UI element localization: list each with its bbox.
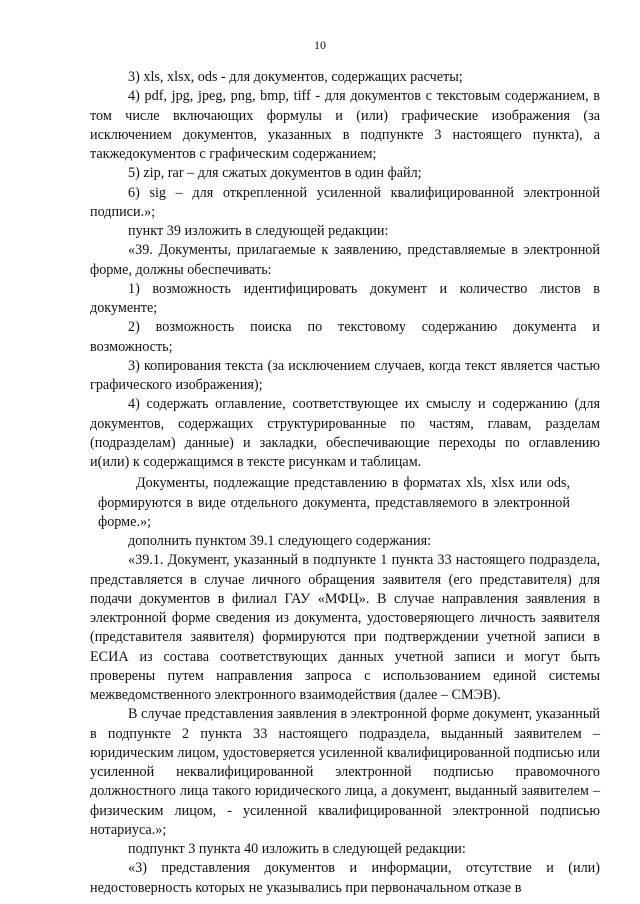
page-number: 10 xyxy=(314,38,326,52)
paragraph-amend-39: пункт 39 изложить в следующей редакции: xyxy=(128,223,389,239)
paragraph-formats-xls: 3) xls, xlsx, ods - для документов, содержащих расчеты; xyxy=(128,69,463,85)
paragraph-add-39-1: дополнить пунктом 39.1 следующего содержания: xyxy=(128,533,432,549)
paragraph-amend-40-3: подпункт 3 пункта 40 изложить в следующей редакции: xyxy=(128,841,466,857)
paragraph-formats-sig: 6) sig – для открепленной усиленной квалифицированной электронной подписи.»; xyxy=(90,184,600,220)
paragraph-formats-pdf: 4) pdf, jpg, jpeg, png, bmp, tiff - для документов с текстовым содержанием, в том числе включающих формулы и (или) графические изображения (за исключением документов, указанных в подпункте 3 настоящего пункта), а такжедокументов с графическим содержанием; xyxy=(90,88,600,162)
paragraph-39-item-1: 1) возможность идентифицировать документ и количество листов в документе; xyxy=(90,280,600,316)
paragraph-39-1-text: «39.1. Документ, указанный в подпункте 1 пункта 33 настоящего подраздела, представляется в случае личного обращения заявителя (его представителя) для подачи документов в филиал ГАУ «МФЦ». В случае направления заявления в электронной форме сведения из документа, удостоверяющего личность заявителя (представителя заявителя) формируются при подтверждении учетной записи в ЕСИА из состава соответствующих данных учетной записи и могут быть проверены путем направления запроса с использованием единой системы межведомственного электронного взаимодействия (далее – СМЭВ). xyxy=(90,552,600,703)
paragraph-39-intro: «39. Документы, прилагаемые к заявлению, представляемые в электронной форме, должны обеспечивать: xyxy=(90,242,600,278)
paragraph-39-item-3: 3) копирования текста (за исключением случаев, когда текст является частью графического изображения); xyxy=(90,357,600,393)
paragraph-39-1-electronic: В случае представления заявления в электронной форме документ, указанный в подпункте 2 пункта 33 настоящего подраздела, выданный заявителем – юридическим лицом, удостоверяется усиленной квалифицированной подписью или усиленной неквалифицированной электронной подписью правомочного должностного лица такого юридического лица, а документ, выданный заявителем – физическим лицом, - усиленной квалифицированной электронной подписью нотариуса.»; xyxy=(90,706,600,838)
paragraph-formats-zip: 5) zip, rar – для сжатых документов в один файл; xyxy=(128,165,422,182)
paragraph-40-3-text: «3) представления документов и информации, отсутствие и (или) недостоверность которых не указывались при первоначальном отказе в xyxy=(90,860,600,896)
paragraph-39-item-2: 2) возможность поиска по текстовому содержанию документа и возможность; xyxy=(90,319,600,355)
paragraph-39-spreadsheets: Документы, подлежащие представлению в форматах xls, xlsx или ods, формируются в виде отдельного документа, представляемого в электронной форме.»; xyxy=(98,475,570,530)
paragraph-39-item-4: 4) содержать оглавление, соответствующее их смыслу и содержанию (для документов, содержащих структурированные по частям, главам, разделам (подразделам) данные) и закладки, обеспечивающие переходы по оглавлению и(или) к содержащимся в тексте рисункам и таблицам. xyxy=(90,396,600,470)
document-body xyxy=(90,68,600,898)
